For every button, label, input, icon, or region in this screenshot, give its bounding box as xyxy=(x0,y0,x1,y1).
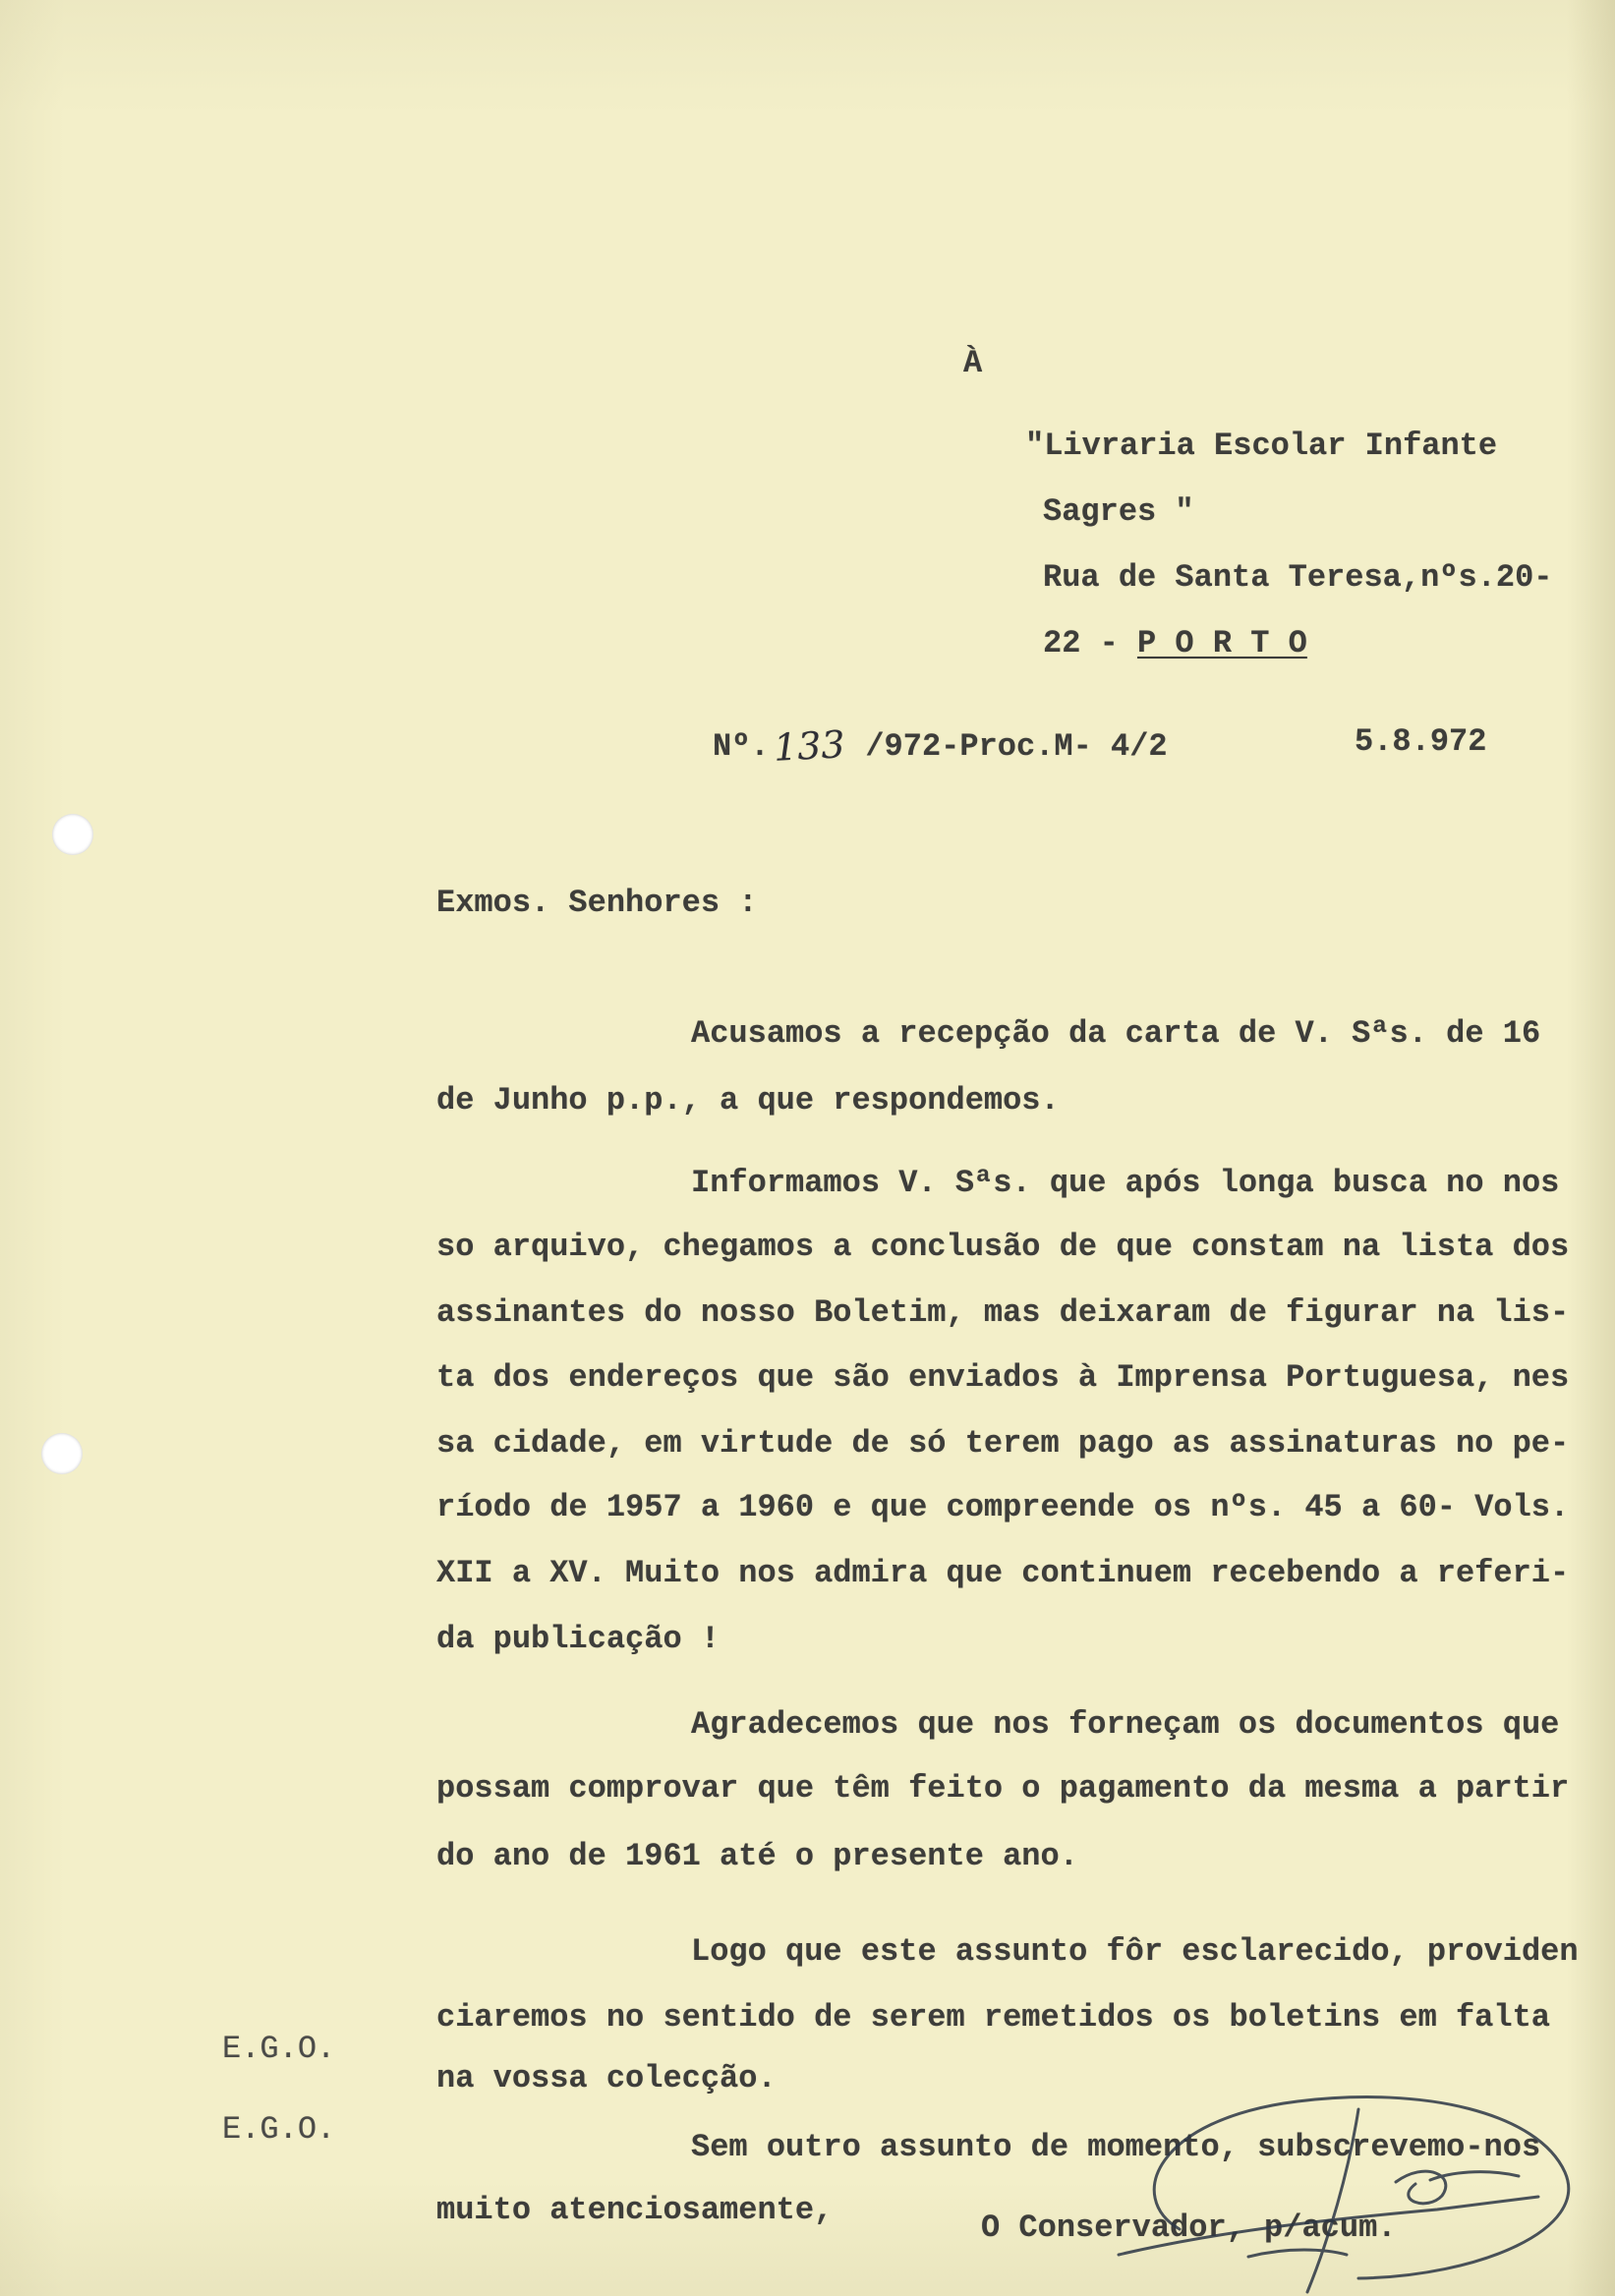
signature xyxy=(1101,2082,1592,2294)
reference-line xyxy=(713,722,1168,770)
body-line: Acusamos a recepção da carta de V. Sªs. de 16 xyxy=(691,1015,1541,1052)
closing-line: muito atenciosamente, xyxy=(436,2192,834,2228)
recipient-line-street: Rua de Santa Teresa,nºs.20- xyxy=(1043,559,1553,596)
body-line: de Junho p.p., a que respondemos. xyxy=(436,1082,1060,1119)
signature-stroke xyxy=(1307,2109,1358,2292)
margin-note: E.G.O. xyxy=(222,2111,336,2148)
body-line: XII a XV. Muito nos admira que continuem recebendo a referi- xyxy=(436,1555,1570,1591)
body-line: Logo que este assunto fôr esclarecido, providen xyxy=(691,1933,1579,1970)
closing-line: Sem outro assunto de momento, subscrevemo-nos xyxy=(691,2129,1541,2165)
signature-stroke xyxy=(1248,2250,1347,2257)
body-line: Informamos V. Sªs. que após longa busca no nos xyxy=(691,1165,1560,1201)
signature-stroke xyxy=(1154,2097,1569,2278)
body-line: sa cidade, em virtude de só terem pago as assinaturas no pe- xyxy=(436,1425,1570,1462)
margin-note: E.G.O. xyxy=(222,2031,336,2067)
body-line: ta dos endereços que são enviados à Imprensa Portuguesa, nes xyxy=(436,1359,1570,1396)
recipient-city: P O R T O xyxy=(1137,625,1307,661)
punch-hole-bottom xyxy=(41,1433,83,1474)
body-line: do ano de 1961 até o presente ano. xyxy=(436,1838,1078,1874)
reference-suffix: /972-Proc.M- 4/2 xyxy=(846,728,1168,765)
signatory: O Conservador, p/acum. xyxy=(981,2210,1397,2246)
letter-date: 5.8.972 xyxy=(1355,723,1487,760)
body-line: Agradecemos que nos forneçam os documentos que xyxy=(691,1706,1560,1743)
recipient-prefix: À xyxy=(963,345,983,381)
salutation: Exmos. Senhores : xyxy=(436,885,758,921)
body-line: assinantes do nosso Boletim, mas deixaram de figurar na lis- xyxy=(436,1294,1570,1331)
body-line: da publicação ! xyxy=(436,1621,721,1657)
body-line: so arquivo, chegamos a conclusão de que constam na lista dos xyxy=(436,1229,1570,1265)
recipient-city-prefix: 22 - xyxy=(1043,625,1138,661)
body-line: ríodo de 1957 a 1960 e que compreende os nºs. 45 a 60- Vols. xyxy=(436,1489,1570,1525)
signature-stroke xyxy=(1119,2197,1538,2255)
reference-number-handwritten: 133 xyxy=(772,722,846,770)
recipient-line-name: "Livraria Escolar Infante xyxy=(1025,428,1498,464)
recipient-line-city xyxy=(1043,624,1307,663)
punch-hole-top xyxy=(52,814,93,855)
body-line: possam comprovar que têm feito o pagamento da mesma a partir xyxy=(436,1770,1570,1807)
reference-prefix: Nº. xyxy=(713,728,770,765)
body-line: ciaremos no sentido de serem remetidos os boletins em falta xyxy=(436,1999,1550,2036)
body-line: na vossa colecção. xyxy=(436,2060,777,2096)
recipient-line-name-cont: Sagres " xyxy=(1043,493,1194,530)
